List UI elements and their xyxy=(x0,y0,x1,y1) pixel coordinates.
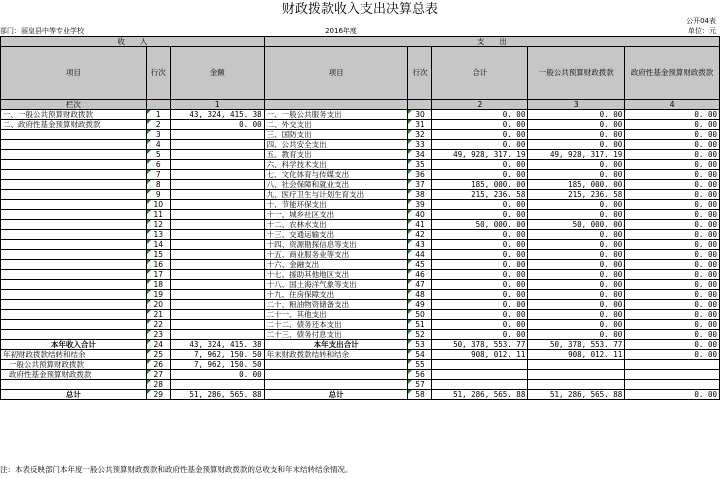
expense-item-cell: 十二、农林水支出 xyxy=(264,220,408,230)
income-item-cell xyxy=(1,290,147,300)
table-row xyxy=(1,150,720,160)
expense-line-cell: 35 xyxy=(408,160,432,170)
general-budget-cell xyxy=(528,360,625,370)
gov-fund-cell: 0. 00 xyxy=(625,180,720,190)
general-budget-cell: 0. 00 xyxy=(528,300,625,310)
column-index-blank xyxy=(146,100,170,110)
expense-total-cell: 215, 236. 58 xyxy=(432,190,528,200)
income-amount-cell: 7, 962, 150. 50 xyxy=(170,360,264,370)
income-amount-cell xyxy=(170,310,264,320)
expense-total-cell: 0. 00 xyxy=(432,300,528,310)
gov-fund-cell xyxy=(625,380,720,390)
income-line-cell: 6 xyxy=(146,160,170,170)
income-line-cell: 15 xyxy=(146,250,170,260)
income-amount-cell xyxy=(170,160,264,170)
expense-total-cell xyxy=(432,370,528,380)
income-line-cell: 28 xyxy=(146,380,170,390)
income-line-cell: 22 xyxy=(146,320,170,330)
income-item-cell xyxy=(1,230,147,240)
expense-total-header: 合计 xyxy=(432,47,528,100)
gov-fund-cell: 0. 00 xyxy=(625,150,720,160)
table-row xyxy=(1,360,720,370)
gov-fund-cell: 0. 00 xyxy=(625,320,720,330)
table-row xyxy=(1,310,720,320)
table-body xyxy=(1,110,720,400)
income-amount-cell xyxy=(170,330,264,340)
table-row xyxy=(1,140,720,150)
expense-line-cell: 41 xyxy=(408,220,432,230)
table-row xyxy=(1,240,720,250)
gov-fund-cell: 0. 00 xyxy=(625,160,720,170)
general-budget-cell: 0. 00 xyxy=(528,140,625,150)
income-line-cell: 2 xyxy=(146,120,170,130)
income-amount-cell xyxy=(170,270,264,280)
expense-total-cell xyxy=(432,380,528,390)
expense-item-cell xyxy=(264,360,408,370)
table-row xyxy=(1,350,720,360)
table-row xyxy=(1,200,720,210)
income-line-cell: 17 xyxy=(146,270,170,280)
income-amount-cell xyxy=(170,280,264,290)
table-row xyxy=(1,290,720,300)
expense-line-cell: 55 xyxy=(408,360,432,370)
gov-fund-cell: 0. 00 xyxy=(625,200,720,210)
gov-fund-cell xyxy=(625,360,720,370)
income-line-cell: 21 xyxy=(146,310,170,320)
unit-label: 单位：元 xyxy=(688,27,716,35)
gov-fund-cell: 0. 00 xyxy=(625,110,720,120)
expense-item-cell: 八、社会保障和就业支出 xyxy=(264,180,408,190)
general-budget-cell: 49, 928, 317. 19 xyxy=(528,150,625,160)
gov-fund-cell: 0. 00 xyxy=(625,270,720,280)
table-row xyxy=(1,280,720,290)
expense-line-cell: 31 xyxy=(408,120,432,130)
expense-total-cell: 908, 012. 11 xyxy=(432,350,528,360)
general-budget-cell: 215, 236. 58 xyxy=(528,190,625,200)
expense-item-cell: 十五、商业服务业等支出 xyxy=(264,250,408,260)
income-line-cell: 4 xyxy=(146,140,170,150)
footnote: 注：本表反映部门本年度一般公共预算财政拨款和政府性基金预算财政拨款的总收支和年末结转结余情况。 xyxy=(0,465,353,474)
income-item-cell xyxy=(1,270,147,280)
income-amount-cell: 0. 00 xyxy=(170,120,264,130)
general-budget-cell: 51, 286, 565. 88 xyxy=(528,390,625,400)
general-budget-cell: 0. 00 xyxy=(528,130,625,140)
expense-item-cell: 年末财政拨款结转和结余 xyxy=(264,350,408,360)
column-index-1: 1 xyxy=(170,100,264,110)
income-item-cell xyxy=(1,300,147,310)
gov-fund-cell: 0. 00 xyxy=(625,240,720,250)
expense-total-cell: 0. 00 xyxy=(432,280,528,290)
table-code: 公开04表 xyxy=(686,17,716,25)
income-amount-cell: 0. 00 xyxy=(170,370,264,380)
income-item-cell xyxy=(1,200,147,210)
gov-fund-header: 政府性基金预算财政拨款 xyxy=(625,47,720,100)
expense-total-cell: 0. 00 xyxy=(432,330,528,340)
income-section-header: 收 入 xyxy=(1,37,265,47)
expense-item-cell: 九、医疗卫生与计划生育支出 xyxy=(264,190,408,200)
expense-item-cell: 十七、援助其他地区支出 xyxy=(264,270,408,280)
expense-item-cell: 二、外交支出 xyxy=(264,120,408,130)
table-row xyxy=(1,210,720,220)
general-budget-cell: 0. 00 xyxy=(528,330,625,340)
column-index-blank xyxy=(264,100,408,110)
expense-total-cell: 0. 00 xyxy=(432,250,528,260)
income-item-cell xyxy=(1,150,147,160)
gov-fund-cell: 0. 00 xyxy=(625,260,720,270)
expense-total-cell: 0. 00 xyxy=(432,210,528,220)
gov-fund-cell xyxy=(625,370,720,380)
income-line-cell: 25 xyxy=(146,350,170,360)
report-title: 财政拨款收入支出决算总表 xyxy=(281,2,438,17)
expense-line-cell: 50 xyxy=(408,310,432,320)
table-row xyxy=(1,190,720,200)
expense-item-cell: 十、节能环保支出 xyxy=(264,200,408,210)
gov-fund-cell: 0. 00 xyxy=(625,230,720,240)
income-amount-cell: 7, 962, 150. 50 xyxy=(170,350,264,360)
expense-line-cell: 47 xyxy=(408,280,432,290)
income-amount-cell xyxy=(170,140,264,150)
expense-item-cell: 本年支出合计 xyxy=(264,340,408,350)
expense-line-cell: 39 xyxy=(408,200,432,210)
expense-line-header: 行次 xyxy=(408,47,432,100)
gov-fund-cell: 0. 00 xyxy=(625,280,720,290)
income-item-cell: 二、政府性基金预算财政拨款 xyxy=(1,120,147,130)
general-budget-cell: 0. 00 xyxy=(528,270,625,280)
expense-total-cell: 50, 378, 553. 77 xyxy=(432,340,528,350)
expense-item-cell: 十九、住房保障支出 xyxy=(264,290,408,300)
expense-line-cell: 40 xyxy=(408,210,432,220)
gov-fund-cell: 0. 00 xyxy=(625,300,720,310)
expense-total-cell: 0. 00 xyxy=(432,260,528,270)
expense-item-cell: 十六、金融支出 xyxy=(264,260,408,270)
gov-fund-cell: 0. 00 xyxy=(625,130,720,140)
expense-line-cell: 48 xyxy=(408,290,432,300)
table-row xyxy=(1,230,720,240)
expense-line-cell: 46 xyxy=(408,270,432,280)
general-budget-header: 一般公共预算财政拨款 xyxy=(528,47,625,100)
expense-total-cell: 51, 286, 565. 88 xyxy=(432,390,528,400)
gov-fund-cell: 0. 00 xyxy=(625,340,720,350)
expense-total-cell: 50, 000. 00 xyxy=(432,220,528,230)
income-item-cell xyxy=(1,130,147,140)
expense-line-cell: 32 xyxy=(408,130,432,140)
income-amount-cell xyxy=(170,320,264,330)
income-amount-cell xyxy=(170,150,264,160)
income-line-cell: 3 xyxy=(146,130,170,140)
table-row xyxy=(1,300,720,310)
general-budget-cell: 0. 00 xyxy=(528,200,625,210)
expense-total-cell: 0. 00 xyxy=(432,160,528,170)
general-budget-cell: 908, 012. 11 xyxy=(528,350,625,360)
table-row xyxy=(1,130,720,140)
expense-line-cell: 49 xyxy=(408,300,432,310)
income-item-cell: 政府性基金预算财政拨款 xyxy=(1,370,147,380)
expense-total-cell: 0. 00 xyxy=(432,110,528,120)
column-index-2: 2 xyxy=(432,100,528,110)
income-line-cell: 26 xyxy=(146,360,170,370)
general-budget-cell: 0. 00 xyxy=(528,260,625,270)
income-item-cell xyxy=(1,140,147,150)
general-budget-cell: 0. 00 xyxy=(528,290,625,300)
expense-total-cell xyxy=(432,360,528,370)
expense-item-cell: 四、公共安全支出 xyxy=(264,140,408,150)
department-label: 部门：丽皇县中等专业学校 xyxy=(0,27,84,35)
expense-line-cell: 44 xyxy=(408,250,432,260)
income-item-cell xyxy=(1,320,147,330)
expense-item-cell: 七、文化体育与传媒支出 xyxy=(264,170,408,180)
expense-total-cell: 0. 00 xyxy=(432,140,528,150)
expense-total-cell: 0. 00 xyxy=(432,290,528,300)
income-line-cell: 7 xyxy=(146,170,170,180)
column-index-label: 栏次 xyxy=(1,100,147,110)
income-item-cell: 年初财政拨款结转和结余 xyxy=(1,350,147,360)
income-line-cell: 16 xyxy=(146,260,170,270)
table-row xyxy=(1,340,720,350)
income-item-cell xyxy=(1,220,147,230)
general-budget-cell: 50, 378, 553. 77 xyxy=(528,340,625,350)
general-budget-cell: 50, 000. 00 xyxy=(528,220,625,230)
income-line-cell: 27 xyxy=(146,370,170,380)
expense-line-cell: 54 xyxy=(408,350,432,360)
table-row xyxy=(1,110,720,120)
income-line-cell: 19 xyxy=(146,290,170,300)
income-line-cell: 5 xyxy=(146,150,170,160)
expense-item-cell xyxy=(264,380,408,390)
income-item-cell: 一、一般公共预算财政拨款 xyxy=(1,110,147,120)
expense-line-cell: 52 xyxy=(408,330,432,340)
column-index-3: 3 xyxy=(528,100,625,110)
expense-item-cell: 五、教育支出 xyxy=(264,150,408,160)
income-line-cell: 9 xyxy=(146,190,170,200)
income-amount-cell xyxy=(170,380,264,390)
table-row xyxy=(1,250,720,260)
table-row xyxy=(1,180,720,190)
expense-total-cell: 0. 00 xyxy=(432,170,528,180)
expense-line-cell: 53 xyxy=(408,340,432,350)
expense-item-cell: 二十三、债务付息支出 xyxy=(264,330,408,340)
expense-item-cell: 二十一、其他支出 xyxy=(264,310,408,320)
income-amount-cell: 51, 286, 565. 88 xyxy=(170,390,264,400)
income-amount-cell xyxy=(170,170,264,180)
table-row xyxy=(1,370,720,380)
expense-line-cell: 38 xyxy=(408,190,432,200)
general-budget-cell: 0. 00 xyxy=(528,240,625,250)
expense-item-cell: 六、科学技术支出 xyxy=(264,160,408,170)
income-line-cell: 14 xyxy=(146,240,170,250)
gov-fund-cell: 0. 00 xyxy=(625,330,720,340)
expense-item-cell: 一、一般公共服务支出 xyxy=(264,110,408,120)
expense-item-cell: 二十、粮油物资储备支出 xyxy=(264,300,408,310)
table-row xyxy=(1,320,720,330)
table-row xyxy=(1,270,720,280)
expense-total-cell: 0. 00 xyxy=(432,320,528,330)
gov-fund-cell: 0. 00 xyxy=(625,220,720,230)
income-line-cell: 12 xyxy=(146,220,170,230)
table-row xyxy=(1,380,720,390)
table-row xyxy=(1,220,720,230)
gov-fund-cell: 0. 00 xyxy=(625,350,720,360)
income-line-cell: 13 xyxy=(146,230,170,240)
expense-total-cell: 49, 928, 317. 19 xyxy=(432,150,528,160)
income-item-cell xyxy=(1,190,147,200)
general-budget-cell: 0. 00 xyxy=(528,210,625,220)
expense-item-cell xyxy=(264,370,408,380)
income-item-cell xyxy=(1,170,147,180)
income-item-cell: 一般公共预算财政拨款 xyxy=(1,360,147,370)
table-row xyxy=(1,330,720,340)
expense-line-cell: 34 xyxy=(408,150,432,160)
expense-line-cell: 33 xyxy=(408,140,432,150)
expense-line-cell: 43 xyxy=(408,240,432,250)
expense-item-cell: 十一、城乡社区支出 xyxy=(264,210,408,220)
gov-fund-cell: 0. 00 xyxy=(625,310,720,320)
income-line-cell: 20 xyxy=(146,300,170,310)
income-line-header: 行次 xyxy=(146,47,170,100)
general-budget-cell: 0. 00 xyxy=(528,120,625,130)
income-amount-cell xyxy=(170,220,264,230)
general-budget-cell: 0. 00 xyxy=(528,110,625,120)
expense-total-cell: 0. 00 xyxy=(432,310,528,320)
gov-fund-cell: 0. 00 xyxy=(625,140,720,150)
income-amount-cell xyxy=(170,240,264,250)
general-budget-cell: 0. 00 xyxy=(528,320,625,330)
income-line-cell: 24 xyxy=(146,340,170,350)
gov-fund-cell: 0. 00 xyxy=(625,250,720,260)
general-budget-cell: 0. 00 xyxy=(528,230,625,240)
general-budget-cell: 0. 00 xyxy=(528,310,625,320)
general-budget-cell xyxy=(528,380,625,390)
column-index-4: 4 xyxy=(625,100,720,110)
income-line-cell: 1 xyxy=(146,110,170,120)
income-line-cell: 10 xyxy=(146,200,170,210)
general-budget-cell: 0. 00 xyxy=(528,280,625,290)
income-line-cell: 8 xyxy=(146,180,170,190)
table-row xyxy=(1,260,720,270)
column-index-blank xyxy=(408,100,432,110)
expense-total-cell: 0. 00 xyxy=(432,200,528,210)
expense-item-cell: 三、国防支出 xyxy=(264,130,408,140)
expense-total-cell: 0. 00 xyxy=(432,120,528,130)
income-line-cell: 23 xyxy=(146,330,170,340)
budget-summary-table xyxy=(0,36,720,400)
income-item-cell xyxy=(1,260,147,270)
income-amount-cell xyxy=(170,300,264,310)
gov-fund-cell: 0. 00 xyxy=(625,290,720,300)
gov-fund-cell: 0. 00 xyxy=(625,390,720,400)
table-row xyxy=(1,120,720,130)
income-line-cell: 18 xyxy=(146,280,170,290)
expense-line-cell: 30 xyxy=(408,110,432,120)
table-row xyxy=(1,170,720,180)
expense-line-cell: 58 xyxy=(408,390,432,400)
income-item-cell xyxy=(1,210,147,220)
expense-line-cell: 36 xyxy=(408,170,432,180)
gov-fund-cell: 0. 00 xyxy=(625,120,720,130)
expense-line-cell: 51 xyxy=(408,320,432,330)
income-item-cell xyxy=(1,180,147,190)
expense-line-cell: 37 xyxy=(408,180,432,190)
income-amount-cell xyxy=(170,180,264,190)
expense-line-cell: 57 xyxy=(408,380,432,390)
expense-line-cell: 42 xyxy=(408,230,432,240)
income-amount-cell xyxy=(170,190,264,200)
income-line-cell: 11 xyxy=(146,210,170,220)
general-budget-cell: 0. 00 xyxy=(528,160,625,170)
income-item-cell xyxy=(1,160,147,170)
income-amount-cell: 43, 324, 415. 38 xyxy=(170,340,264,350)
expense-item-cell: 十八、国土海洋气象等支出 xyxy=(264,280,408,290)
general-budget-cell: 0. 00 xyxy=(528,170,625,180)
expense-line-cell: 45 xyxy=(408,260,432,270)
expense-total-cell: 0. 00 xyxy=(432,240,528,250)
general-budget-cell xyxy=(528,370,625,380)
gov-fund-cell: 0. 00 xyxy=(625,190,720,200)
income-item-cell xyxy=(1,280,147,290)
income-amount-header: 金额 xyxy=(170,47,264,100)
income-amount-cell xyxy=(170,250,264,260)
expense-total-cell: 0. 00 xyxy=(432,230,528,240)
fiscal-year: 2016年度 xyxy=(325,27,357,35)
gov-fund-cell: 0. 00 xyxy=(625,210,720,220)
expense-item-cell: 二十二、债务还本支出 xyxy=(264,320,408,330)
expense-total-cell: 0. 00 xyxy=(432,130,528,140)
income-item-cell xyxy=(1,240,147,250)
income-amount-cell xyxy=(170,260,264,270)
gov-fund-cell: 0. 00 xyxy=(625,170,720,180)
income-amount-cell xyxy=(170,200,264,210)
expense-total-cell: 0. 00 xyxy=(432,270,528,280)
income-item-cell xyxy=(1,310,147,320)
expense-item-cell: 总计 xyxy=(264,390,408,400)
table-row xyxy=(1,390,720,400)
income-item-cell xyxy=(1,250,147,260)
expense-item-cell: 十三、交通运输支出 xyxy=(264,230,408,240)
expense-total-cell: 185, 000. 00 xyxy=(432,180,528,190)
income-amount-cell xyxy=(170,130,264,140)
income-item-cell xyxy=(1,380,147,390)
general-budget-cell: 185, 000. 00 xyxy=(528,180,625,190)
income-line-cell: 29 xyxy=(146,390,170,400)
expense-item-cell: 十四、资源勘探信息等支出 xyxy=(264,240,408,250)
income-item-cell: 本年收入合计 xyxy=(1,340,147,350)
expense-section-header: 支 出 xyxy=(264,37,719,47)
table-row xyxy=(1,160,720,170)
income-amount-cell xyxy=(170,230,264,240)
general-budget-cell: 0. 00 xyxy=(528,250,625,260)
income-item-cell: 总计 xyxy=(1,390,147,400)
income-amount-cell xyxy=(170,290,264,300)
expense-item-header: 项目 xyxy=(264,47,408,100)
income-amount-cell: 43, 324, 415. 38 xyxy=(170,110,264,120)
income-item-header: 项目 xyxy=(1,47,147,100)
expense-line-cell: 56 xyxy=(408,370,432,380)
income-item-cell xyxy=(1,330,147,340)
income-amount-cell xyxy=(170,210,264,220)
